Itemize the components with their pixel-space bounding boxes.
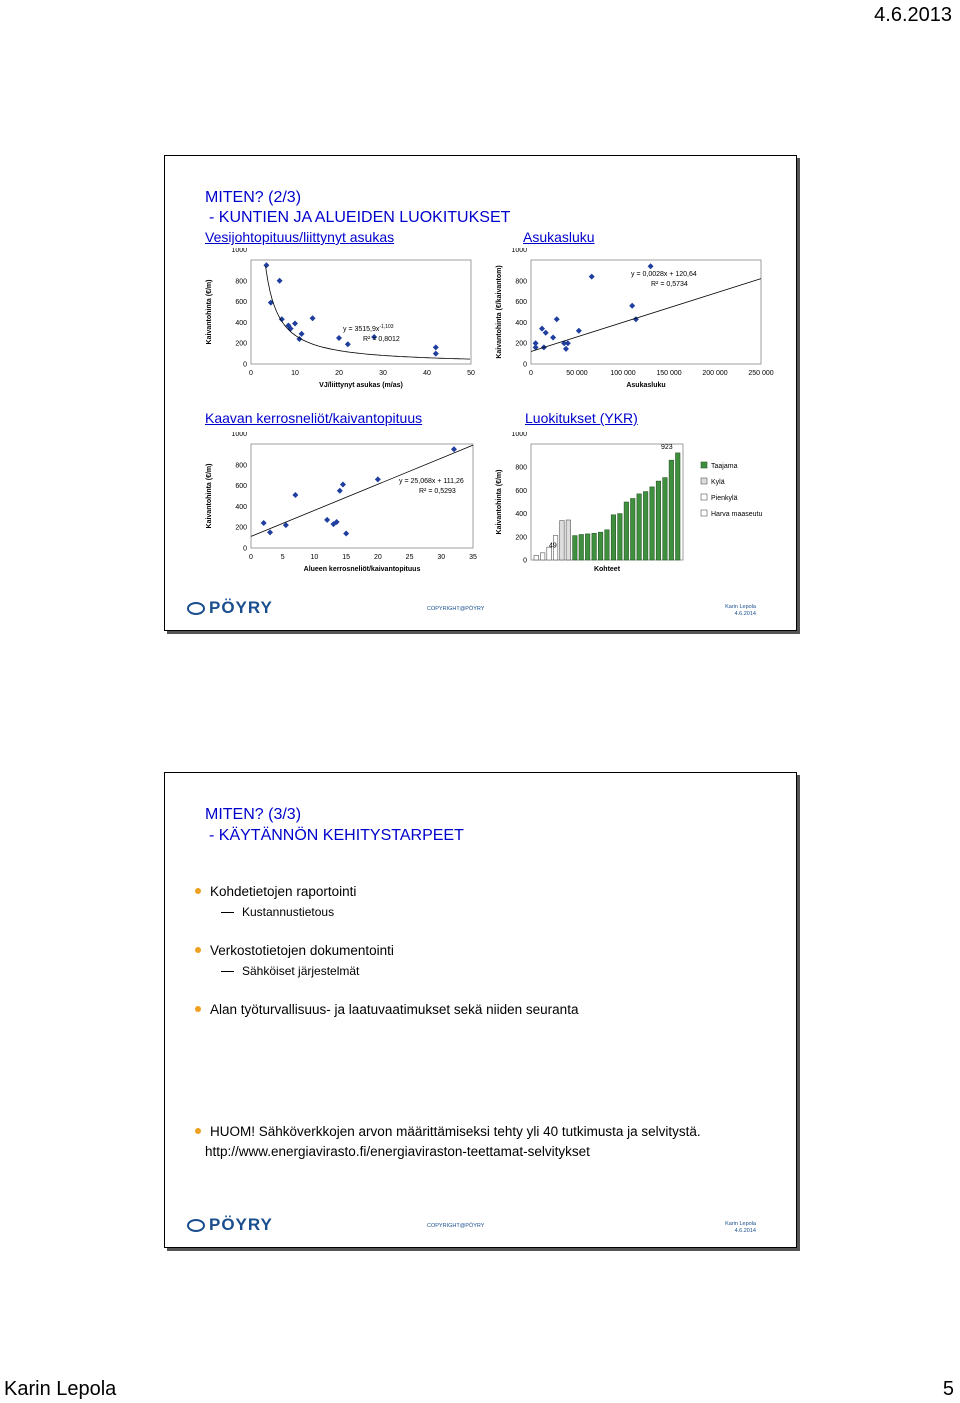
y-tick-label: 800 [235,462,247,470]
data-point [589,274,595,280]
logo-mark-icon [187,602,205,615]
x-tick-label: 250 000 [748,370,774,377]
x-tick-label: 150 000 [656,370,682,377]
sub-bullet-systems: Sähköiset järjestelmät [221,964,359,978]
bar [592,533,597,560]
data-point [576,328,582,334]
x-tick-label: 30 [437,554,446,561]
y-tick-label: 600 [515,299,527,307]
slide-1 [164,155,797,631]
y-tick-label: 400 [515,319,527,327]
x-tick-label: 0 [529,370,533,377]
signature-date: 4.6.2014 [734,1228,756,1234]
bullet-dot-icon [195,1128,201,1134]
signature-name: Karin Lepola [725,1221,756,1227]
sub-bullet-costs: Kustannustietous [221,905,334,919]
trendline-r2: R² = 0,5734 [651,281,688,288]
bar [643,492,648,560]
trendline-r2: R² = 0,8012 [363,336,400,343]
slide-title: MITEN? (2/3) [205,189,302,206]
footer-author: Karin Lepola [4,1378,117,1400]
chart-classification [495,432,795,582]
y-tick-label: 1000 [231,432,247,438]
data-point [433,351,439,357]
data-point [543,330,549,336]
y-tick-label: 1000 [511,248,527,254]
data-point [267,529,273,535]
y-tick-label: 800 [515,464,527,472]
y-tick-label: 800 [235,278,247,286]
x-tick-label: 20 [335,370,343,377]
trendline-equation: y = 0,0028x + 120,64 [631,271,697,278]
data-point [550,334,556,340]
data-label-max: 923 [661,444,673,451]
plot-area [251,444,473,548]
x-tick-label: 0 [249,370,253,377]
y-tick-label: 600 [235,483,247,491]
slide-subtitle: - KÄYTÄNNÖN KEHITYSTARPEET [209,827,464,844]
legend-swatch [701,478,707,484]
y-tick-label: 600 [235,299,247,307]
header-date: 4.6.2013 [874,4,952,26]
trendline-r2: R² = 0,5293 [419,488,456,495]
y-tick-label: 1000 [231,248,247,254]
bar [676,453,681,560]
x-tick-label: 10 [291,370,299,377]
data-point [292,320,298,326]
y-tick-label: 400 [515,511,527,519]
data-point [310,315,316,321]
bar [573,536,578,560]
data-point [292,492,298,498]
bar [637,494,642,560]
bar [585,534,590,560]
bar [540,553,545,560]
data-point [565,340,571,346]
y-tick-label: 200 [235,524,247,532]
y-tick-label: 400 [235,503,247,511]
legend-swatch [701,462,707,468]
y-tick-label: 0 [523,557,527,565]
data-point [433,344,439,350]
x-tick-label: 30 [379,370,387,377]
y-axis-label: Kaivantohinta (€/kaivantom) [496,265,503,359]
y-tick-label: 0 [243,361,247,369]
bar [669,460,674,560]
data-point [648,263,654,269]
x-axis-label: Kohteet [593,566,621,573]
y-tick-label: 200 [515,340,527,348]
y-tick-label: 0 [243,545,247,553]
label-bottom-right: Luokitukset (YKR) [525,410,638,426]
legend-swatch [701,494,707,500]
bullet-reporting: Kohdetietojen raportointi [195,884,356,899]
data-point [340,482,346,488]
data-point [263,262,269,268]
x-tick-label: 5 [280,554,285,561]
logo-mark-icon [187,1219,205,1232]
bar [663,478,668,560]
y-axis-label: Kaivantohinta (€/m) [206,279,213,345]
x-tick-label: 50 [467,370,475,377]
label-top-left: Vesijohtopituus/liittynyt asukas [205,229,395,245]
x-tick-label: 100 000 [610,370,636,377]
bar [618,514,623,560]
y-axis-label: Kaivantohinta (€/m) [496,469,503,535]
bar [579,535,584,561]
data-point [629,303,635,309]
legend-label: Pienkylä [711,495,738,502]
plot-area [251,260,471,364]
y-axis-label: Kaivantohinta (€/m) [206,463,213,529]
bar [624,502,629,560]
data-point [451,446,457,452]
x-tick-label: 25 [405,554,414,561]
data-point [539,326,545,332]
label-top-right: Asukasluku [523,229,595,245]
y-tick-label: 200 [235,340,247,348]
bar [534,555,539,560]
signature-date: 4.6.2014 [734,611,756,617]
x-tick-label: 50 000 [566,370,588,377]
bar [560,521,565,560]
x-tick-label: 15 [342,554,351,561]
poyry-logo: PÖYRY [187,1215,273,1235]
slide-2 [164,772,797,1248]
x-axis-label: Alueen kerrosneliöt/kaivantopituus [303,566,421,573]
bar [605,530,610,560]
data-point [324,517,330,523]
slide-title: MITEN? (3/3) [205,806,302,823]
legend-label: Harva maaseutu [711,511,763,518]
bar [631,499,636,561]
trendline-exponent: -1,103 [379,324,394,330]
page-number: 5 [942,1378,954,1400]
signature [725,604,756,618]
data-point [345,341,351,347]
x-tick-label: 200 000 [702,370,728,377]
bar [650,487,655,560]
legend-label: Taajama [711,463,738,470]
data-point [343,530,349,536]
trendline-equation: $y = 3515,9x^{-1,103}$ [343,324,394,333]
data-point [563,346,569,352]
x-tick-label: 10 [310,554,319,561]
data-point [336,335,342,341]
bullet-safety: Alan työturvallisuus- ja laatuvaatimukset sekä niiden seuranta [195,1002,578,1017]
y-tick-label: 600 [515,487,527,495]
copyright: COPYRIGHT@PÖYRY [427,1223,485,1229]
x-tick-label: 0 [249,554,253,561]
bullet-note: HUOM! Sähköverkkojen arvon määrittämiseksi tehty yli 40 tutkimusta ja selvitystä. [195,1124,701,1139]
signature [725,1221,756,1235]
data-label-min: 49 [549,542,557,550]
bar [598,532,603,560]
data-point [277,278,283,284]
y-tick-label: 0 [523,361,527,369]
bullet-documentation: Verkostotietojen dokumentointi [195,943,394,958]
x-tick-label: 20 [373,554,382,561]
label-bottom-left: Kaavan kerrosneliöt/kaivantopituus [205,410,423,426]
legend-label: Kylä [711,479,725,486]
legend-swatch [701,510,707,516]
trendline [266,266,471,359]
signature-name: Karin Lepola [725,604,756,610]
x-tick-label: 35 [469,554,477,561]
data-point [375,476,381,482]
slide-subtitle: - KUNTIEN JA ALUEIDEN LUOKITUKSET [209,209,511,226]
x-axis-label: Asukasluku [626,382,666,389]
chart-population [495,248,795,396]
dash-icon [221,971,234,972]
trendline-equation: y = 25,068x + 111,26 [399,478,464,485]
x-tick-label: 40 [423,370,431,377]
x-axis-label: VJ/liittynyt asukas (m/as) [319,382,403,389]
bullet-dot-icon [195,947,201,953]
bullet-dot-icon [195,1006,201,1012]
link-energiavirasto[interactable]: http://www.energiavirasto.fi/energiaviraston-teettamat-selvitykset [205,1144,590,1159]
chart-floor-area [205,432,491,582]
bar [566,520,571,560]
data-point [554,316,560,322]
y-tick-label: 400 [235,319,247,327]
y-tick-label: 800 [515,278,527,286]
data-point [261,520,267,526]
data-point [299,331,305,337]
poyry-logo: PÖYRY [187,598,273,618]
data-point [337,488,343,494]
bullet-dot-icon [195,888,201,894]
trendline [531,279,761,352]
copyright: COPYRIGHT@PÖYRY [427,606,485,612]
chart-vj-per-resident [205,248,491,396]
dash-icon [221,912,234,913]
y-tick-label: 200 [515,534,527,542]
bar [656,481,661,560]
y-tick-label: 1000 [511,432,527,438]
bar [611,515,616,560]
